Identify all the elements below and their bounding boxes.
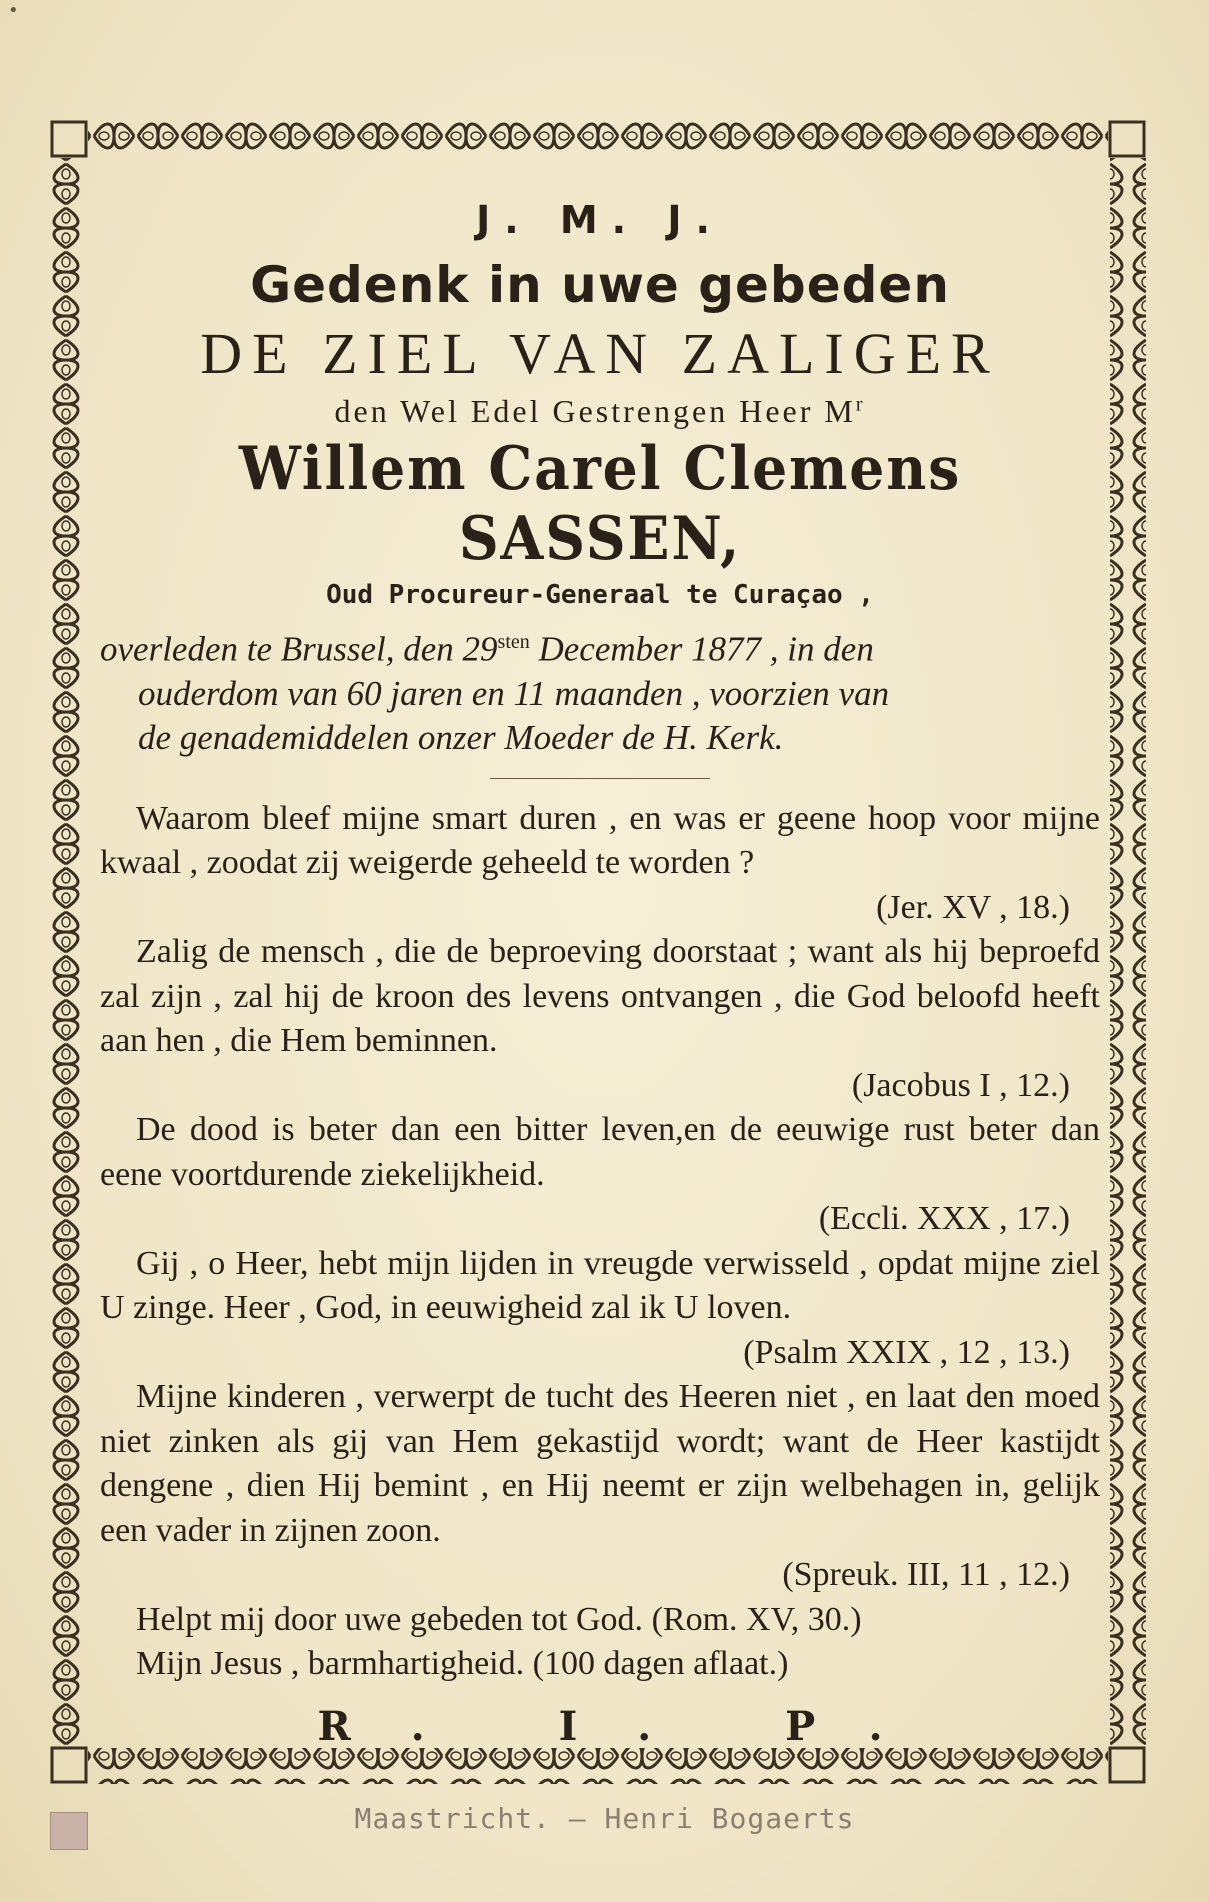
verse-text: De dood is beter dan een bitter leven,en de eeuwige rust beter dan eene voortdurende ziekelijkheid. — [100, 1111, 1100, 1193]
printer-imprint: Maastricht. — Henri Bogaerts — [354, 1802, 855, 1835]
honorific-text: den Wel Edel Gestrengen Heer M — [334, 393, 856, 429]
death-line-1a: overleden te Brussel, den 29 — [100, 629, 498, 669]
verses — [100, 797, 1100, 1687]
verse-text: Gij , o Heer, hebt mijn lijden in vreugde verwisseld , opdat mijne ziel U zinge. Heer , God, in eeuwigheid zal ik U loven. — [100, 1244, 1100, 1327]
death-line-1-sup: sten — [497, 631, 530, 653]
deceased-title: Oud Procureur-Generaal te Curaçao , — [326, 580, 874, 610]
verse-item — [100, 1375, 1100, 1598]
divider-rule — [490, 778, 710, 779]
death-line-2: ouderdom van 60 jaren en 11 maanden , voorzien van — [138, 673, 890, 713]
death-line-3: de genademiddelen onzer Moeder de H. Kerk. — [138, 717, 784, 757]
verse-item — [100, 930, 1100, 1108]
closing-line-1 — [100, 1598, 1100, 1643]
jmj-heading: J. M. J. — [476, 198, 724, 242]
death-line-1b: December 1877 , in den — [529, 629, 874, 669]
verse-text: Mijne kinderen , verwerpt de tucht des Heeren niet , en laat den moed niet zinken als gij van Hem gekastijd wordt; want de Heer kastijdt dengene , dien Hij bemint , en Hij neemt er zijn welbehagen in, gelijk een vader in zijnen zoon. — [100, 1378, 1100, 1549]
verse-ref: (Spreuk. III, 11 , 12.) — [782, 1556, 1070, 1594]
ziel-heading: DE ZIEL VAN ZALIGER — [200, 321, 1000, 386]
verse-item — [100, 797, 1100, 931]
deceased-name: Willem Carel Clemens SASSEN, — [238, 434, 962, 574]
closing-text-2: Mijn Jesus , barmhartigheid. — [136, 1645, 525, 1683]
verse-ref: (Jacobus I , 12.) — [851, 1066, 1070, 1104]
rip-text: R. I. P. — [317, 1702, 943, 1750]
closing-ref-1: (Rom. XV, 30.) — [651, 1600, 862, 1638]
verse-item — [100, 1242, 1100, 1376]
verse-item — [100, 1108, 1100, 1242]
verse-text: Zalig de mensch , die de beproeving doorstaat ; want als hij beproefd zal zijn , zal hij de kroon des levens ontvangen , die God beloofd heeft aan hen , die Hem beminnen. — [100, 933, 1100, 1060]
verse-ref: (Psalm XXIX , 12 , 13.) — [743, 1333, 1070, 1371]
death-notice — [100, 620, 1100, 760]
closing-text-1: Helpt mij door uwe gebeden tot God. — [136, 1600, 644, 1638]
closing-ref-2: (100 dagen aflaat.) — [532, 1645, 789, 1683]
corner-mark: • — [8, 0, 19, 21]
verse-ref: (Jer. XV , 18.) — [876, 888, 1070, 926]
gedenk-heading: Gedenk in uwe gebeden — [250, 256, 950, 314]
honorific-line — [100, 393, 1100, 430]
closing-line-2 — [100, 1642, 1100, 1687]
honorific-sup: r — [855, 393, 866, 416]
death-line-1 — [100, 620, 1100, 672]
card-content — [100, 190, 1100, 1750]
verse-text: Waarom bleef mijne smart duren , en was er geene hoop voor mijne kwaal , zoodat zij weigerde geheeld te worden ? — [100, 799, 1100, 882]
verse-ref: (Eccli. XXX , 17.) — [818, 1200, 1070, 1238]
